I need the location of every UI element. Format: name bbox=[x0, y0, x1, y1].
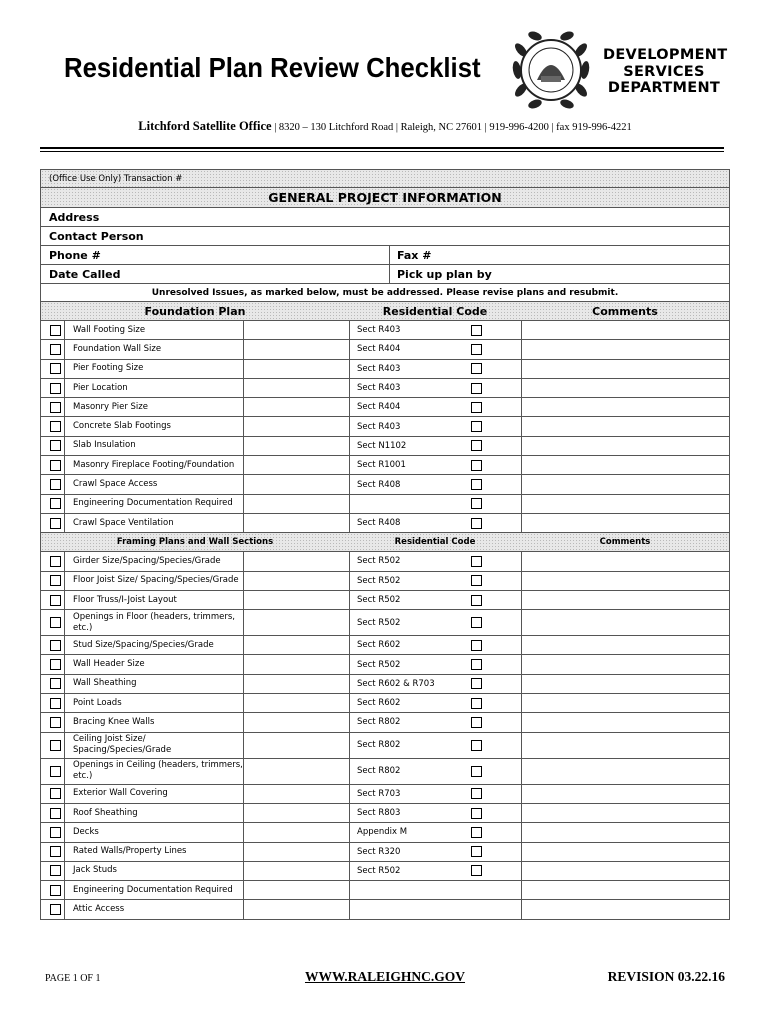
date-called-label: Date Called bbox=[49, 268, 121, 281]
checklist-row bbox=[41, 694, 729, 713]
item-checkbox[interactable] bbox=[50, 479, 61, 490]
item-label: Bracing Knee Walls bbox=[73, 716, 155, 727]
item-checkbox[interactable] bbox=[50, 904, 61, 915]
item-code: Sect R502 bbox=[357, 865, 401, 876]
item-checkbox[interactable] bbox=[50, 808, 61, 819]
website-link[interactable]: WWW.RALEIGHNC.GOV bbox=[304, 969, 466, 984]
item-code: Sect R403 bbox=[357, 363, 401, 374]
code-checkbox[interactable] bbox=[471, 659, 482, 670]
code-checkbox[interactable] bbox=[471, 717, 482, 728]
item-label: Wall Header Size bbox=[73, 659, 145, 670]
item-checkbox[interactable] bbox=[50, 363, 61, 374]
item-label: Exterior Wall Covering bbox=[73, 788, 168, 799]
comment-cell[interactable] bbox=[522, 804, 729, 822]
item-label: Decks bbox=[73, 826, 99, 837]
checklist-row bbox=[41, 713, 729, 732]
item-label: Wall Footing Size bbox=[73, 324, 146, 335]
date-pickup-row[interactable] bbox=[41, 265, 729, 284]
item-checkbox[interactable] bbox=[50, 717, 61, 728]
comment-cell[interactable] bbox=[522, 495, 729, 513]
item-checkbox[interactable] bbox=[50, 325, 61, 336]
item-code: Sect R602 bbox=[357, 640, 401, 651]
item-label: Slab Insulation bbox=[73, 440, 136, 451]
item-label: Point Loads bbox=[73, 697, 122, 708]
checklist-row bbox=[41, 900, 729, 919]
office-details: | 8320 – 130 Litchford Road | Raleigh, NC 27601 | 919-996-4200 | fax 919-996-4221 bbox=[271, 122, 632, 133]
comment-cell[interactable] bbox=[522, 733, 729, 758]
item-code: Sect R502 bbox=[357, 617, 401, 628]
address-label: Address bbox=[49, 211, 100, 224]
code-checkbox[interactable] bbox=[471, 421, 482, 432]
item-checkbox[interactable] bbox=[50, 344, 61, 355]
item-code: Sect R802 bbox=[357, 740, 401, 751]
checklist-row bbox=[41, 360, 729, 379]
comments-header: Comments bbox=[592, 305, 658, 318]
item-label: Crawl Space Ventilation bbox=[73, 517, 174, 528]
code-checkbox[interactable] bbox=[471, 325, 482, 336]
comment-cell[interactable] bbox=[522, 636, 729, 654]
item-label: Foundation Wall Size bbox=[73, 343, 162, 354]
checklist-row bbox=[41, 881, 729, 900]
item-label: Jack Studs bbox=[73, 865, 117, 876]
comment-cell[interactable] bbox=[522, 340, 729, 358]
item-checkbox[interactable] bbox=[50, 846, 61, 857]
item-label: Engineering Documentation Required bbox=[73, 884, 233, 895]
foundation-header bbox=[41, 302, 729, 321]
checklist-row bbox=[41, 514, 729, 533]
fax-label: Fax # bbox=[397, 249, 432, 262]
item-checkbox[interactable] bbox=[50, 885, 61, 896]
item-checkbox[interactable] bbox=[50, 766, 61, 777]
code-checkbox[interactable] bbox=[471, 595, 482, 606]
item-label: Floor Joist Size/ Spacing/Species/Grade bbox=[73, 575, 239, 586]
code-checkbox[interactable] bbox=[471, 460, 482, 471]
code-checkbox[interactable] bbox=[471, 788, 482, 799]
framing-plan-header: Framing Plans and Wall Sections bbox=[116, 537, 274, 548]
code-checkbox[interactable] bbox=[471, 678, 482, 689]
residential-code-header: Residential Code bbox=[382, 305, 488, 318]
checklist-row bbox=[41, 759, 729, 785]
comment-cell[interactable] bbox=[522, 675, 729, 693]
comment-cell[interactable] bbox=[522, 694, 729, 712]
code-checkbox[interactable] bbox=[471, 827, 482, 838]
office-info bbox=[0, 119, 770, 134]
checklist-row bbox=[41, 437, 729, 456]
item-checkbox[interactable] bbox=[50, 788, 61, 799]
code-checkbox[interactable] bbox=[471, 808, 482, 819]
header-rule bbox=[40, 151, 724, 152]
checklist-row bbox=[41, 321, 729, 340]
code-checkbox[interactable] bbox=[471, 865, 482, 876]
item-code: Sect R408 bbox=[357, 479, 401, 490]
item-label: Wall Sheathing bbox=[73, 678, 137, 689]
item-checkbox[interactable] bbox=[50, 740, 61, 751]
item-checkbox[interactable] bbox=[50, 617, 61, 628]
item-label: Masonry Fireplace Footing/Foundation bbox=[73, 459, 235, 470]
checklist-row bbox=[41, 636, 729, 655]
comment-cell[interactable] bbox=[522, 321, 729, 339]
item-code: Sect R403 bbox=[357, 421, 401, 432]
comment-cell[interactable] bbox=[522, 552, 729, 570]
checklist-row bbox=[41, 655, 729, 674]
transaction-label: (Office Use Only) Transaction # bbox=[49, 174, 183, 184]
comment-cell[interactable] bbox=[522, 475, 729, 493]
item-checkbox[interactable] bbox=[50, 827, 61, 838]
item-code: Sect N1102 bbox=[357, 440, 407, 451]
code-checkbox[interactable] bbox=[471, 846, 482, 857]
comment-cell[interactable] bbox=[522, 900, 729, 918]
item-checkbox[interactable] bbox=[50, 498, 61, 509]
item-code: Sect R502 bbox=[357, 595, 401, 605]
department-name bbox=[603, 47, 728, 97]
code-checkbox[interactable] bbox=[471, 498, 482, 509]
item-label: Pier Location bbox=[73, 382, 128, 393]
item-label: Girder Size/Spacing/Species/Grade bbox=[73, 555, 221, 566]
city-of-raleigh-seal-icon bbox=[507, 26, 595, 114]
comment-cell[interactable] bbox=[522, 437, 729, 455]
checklist-row bbox=[41, 804, 729, 823]
phone-fax-row[interactable] bbox=[41, 246, 729, 265]
item-checkbox[interactable] bbox=[50, 421, 61, 432]
item-checkbox[interactable] bbox=[50, 556, 61, 567]
checklist-row bbox=[41, 733, 729, 759]
code-checkbox[interactable] bbox=[471, 440, 482, 451]
item-label: Openings in Ceiling (headers, trimmers, etc.) bbox=[73, 760, 243, 782]
checklist-row bbox=[41, 675, 729, 694]
pickup-label: Pick up plan by bbox=[397, 268, 492, 281]
item-label: Stud Size/Spacing/Species/Grade bbox=[73, 639, 214, 650]
item-code: Sect R403 bbox=[357, 383, 401, 394]
framing-header bbox=[41, 533, 729, 552]
item-checkbox[interactable] bbox=[50, 460, 61, 471]
item-label: Masonry Pier Size bbox=[73, 401, 148, 412]
address-row[interactable] bbox=[41, 208, 729, 227]
item-label: Pier Footing Size bbox=[73, 363, 144, 374]
item-code: Sect R803 bbox=[357, 808, 401, 819]
phone-label: Phone # bbox=[49, 249, 101, 262]
checklist-row bbox=[41, 495, 729, 514]
notice-text: Unresolved Issues, as marked below, must be addressed. Please revise plans and resubmit. bbox=[41, 284, 729, 302]
item-checkbox[interactable] bbox=[50, 518, 61, 529]
item-code: Sect R320 bbox=[357, 846, 401, 857]
department-line: DEVELOPMENT bbox=[603, 47, 728, 63]
checklist-row bbox=[41, 843, 729, 862]
item-code: Sect R502 bbox=[357, 659, 401, 670]
contact-row[interactable] bbox=[41, 227, 729, 246]
item-code: Sect R802 bbox=[357, 766, 401, 777]
item-checkbox[interactable] bbox=[50, 440, 61, 451]
checklist-row bbox=[41, 591, 729, 610]
item-code: Sect R408 bbox=[357, 518, 401, 529]
item-label: Roof Sheathing bbox=[73, 807, 138, 818]
item-code: Sect R1001 bbox=[357, 460, 406, 471]
item-code: Sect R404 bbox=[357, 344, 401, 355]
code-checkbox[interactable] bbox=[471, 766, 482, 777]
comment-cell[interactable] bbox=[522, 514, 729, 532]
page-number: PAGE 1 OF 1 bbox=[45, 973, 101, 984]
item-code: Sect R403 bbox=[357, 325, 401, 336]
comment-cell[interactable] bbox=[522, 759, 729, 784]
transaction-row[interactable] bbox=[41, 170, 729, 188]
item-label: Crawl Space Access bbox=[73, 479, 158, 490]
page-title: Residential Plan Review Checklist bbox=[64, 52, 481, 83]
comments-header: Comments bbox=[599, 537, 651, 548]
comment-cell[interactable] bbox=[522, 572, 729, 590]
department-line: DEPARTMENT bbox=[607, 80, 721, 96]
item-code: Sect R404 bbox=[357, 402, 401, 413]
foundation-plan-header: Foundation Plan bbox=[144, 305, 246, 318]
checklist-row bbox=[41, 823, 729, 842]
item-checkbox[interactable] bbox=[50, 402, 61, 413]
code-checkbox[interactable] bbox=[471, 479, 482, 490]
comment-cell[interactable] bbox=[522, 591, 729, 609]
code-checkbox[interactable] bbox=[471, 556, 482, 567]
item-code: Sect R502 bbox=[357, 556, 401, 567]
checklist-row bbox=[41, 456, 729, 475]
checklist-row bbox=[41, 379, 729, 398]
item-label: Floor Truss/I-Joist Layout bbox=[73, 594, 177, 605]
checklist-row bbox=[41, 552, 729, 571]
item-code: Sect R802 bbox=[357, 717, 401, 728]
department-line: SERVICES bbox=[623, 63, 705, 80]
item-label: Rated Walls/Property Lines bbox=[73, 846, 187, 857]
item-label: Attic Access bbox=[73, 904, 125, 915]
comment-cell[interactable] bbox=[522, 823, 729, 841]
office-name: Litchford Satellite Office bbox=[138, 119, 272, 133]
section-title: GENERAL PROJECT INFORMATION bbox=[41, 188, 729, 208]
comment-cell[interactable] bbox=[522, 417, 729, 435]
item-checkbox[interactable] bbox=[50, 678, 61, 689]
code-checkbox[interactable] bbox=[471, 383, 482, 394]
item-code: Sect R502 bbox=[357, 575, 401, 586]
code-checkbox[interactable] bbox=[471, 575, 482, 586]
item-checkbox[interactable] bbox=[50, 640, 61, 651]
comment-cell[interactable] bbox=[522, 785, 729, 803]
checklist-row bbox=[41, 785, 729, 804]
comment-cell[interactable] bbox=[522, 610, 729, 635]
checklist-row bbox=[41, 398, 729, 417]
item-label: Concrete Slab Footings bbox=[73, 421, 171, 432]
item-code: Sect R602 bbox=[357, 698, 401, 709]
comment-cell[interactable] bbox=[522, 379, 729, 397]
item-label: Engineering Documentation Required bbox=[73, 498, 233, 509]
contact-label: Contact Person bbox=[49, 230, 144, 243]
header-rule bbox=[40, 147, 724, 149]
item-checkbox[interactable] bbox=[50, 595, 61, 606]
comment-cell[interactable] bbox=[522, 456, 729, 474]
comment-cell[interactable] bbox=[522, 713, 729, 731]
item-label: Openings in Floor (headers, trimmers, etc.) bbox=[73, 611, 235, 633]
item-checkbox[interactable] bbox=[50, 865, 61, 876]
item-code: Sect R703 bbox=[357, 788, 401, 799]
checklist-form bbox=[40, 169, 730, 920]
item-checkbox[interactable] bbox=[50, 698, 61, 709]
code-checkbox[interactable] bbox=[471, 363, 482, 374]
item-code: Appendix M bbox=[357, 827, 408, 838]
checklist-row bbox=[41, 340, 729, 359]
item-code: Sect R602 & R703 bbox=[357, 678, 435, 689]
checklist-row bbox=[41, 417, 729, 436]
item-checkbox[interactable] bbox=[50, 575, 61, 586]
comment-cell[interactable] bbox=[522, 398, 729, 416]
checklist-row bbox=[41, 475, 729, 494]
comment-cell[interactable] bbox=[522, 881, 729, 899]
code-checkbox[interactable] bbox=[471, 640, 482, 651]
code-checkbox[interactable] bbox=[471, 344, 482, 355]
comment-cell[interactable] bbox=[522, 360, 729, 378]
code-checkbox[interactable] bbox=[471, 518, 482, 529]
revision-label: REVISION 03.22.16 bbox=[607, 969, 725, 984]
checklist-row bbox=[41, 572, 729, 591]
comment-cell[interactable] bbox=[522, 655, 729, 673]
residential-code-header: Residential Code bbox=[394, 537, 476, 548]
code-checkbox[interactable] bbox=[471, 740, 482, 751]
comment-cell[interactable] bbox=[522, 862, 729, 880]
checklist-row bbox=[41, 862, 729, 881]
item-label: Ceiling Joist Size/ Spacing/Species/Grade bbox=[73, 734, 172, 756]
code-checkbox[interactable] bbox=[471, 698, 482, 709]
item-checkbox[interactable] bbox=[50, 659, 61, 670]
item-checkbox[interactable] bbox=[50, 383, 61, 394]
checklist-row bbox=[41, 610, 729, 636]
code-checkbox[interactable] bbox=[471, 617, 482, 628]
comment-cell[interactable] bbox=[522, 843, 729, 861]
code-checkbox[interactable] bbox=[471, 402, 482, 413]
